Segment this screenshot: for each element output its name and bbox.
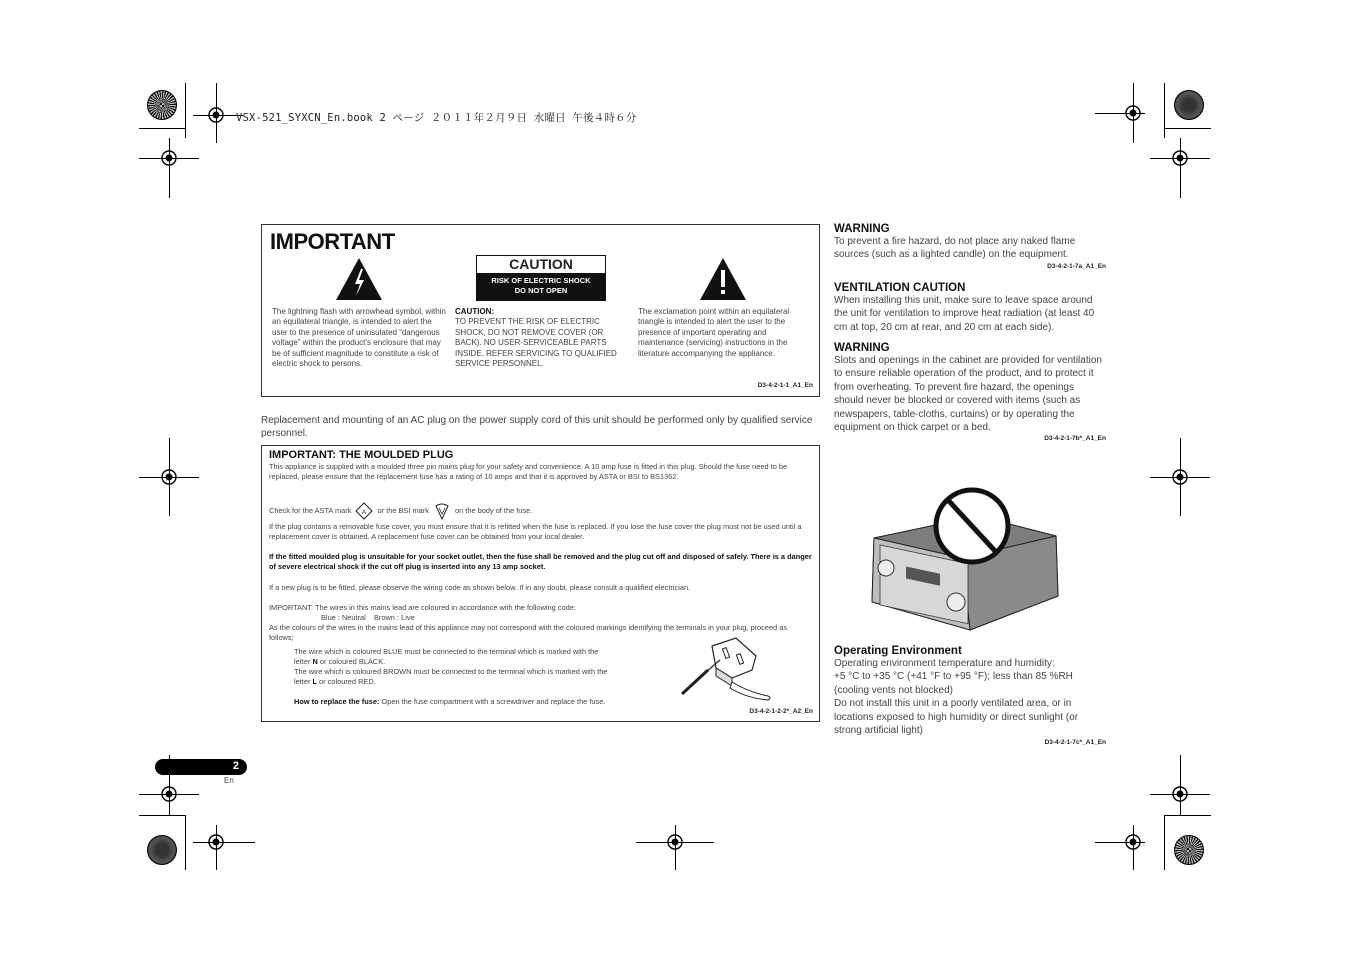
asta-mark-icon <box>355 502 373 520</box>
registration-mark-icon <box>1121 830 1145 854</box>
color-target-icon <box>1174 835 1204 865</box>
warning-heading: WARNING <box>834 223 890 235</box>
important-box <box>261 224 820 397</box>
fuse-replace-instruction: How to replace the fuse: Open the fuse compartment with a screwdriver and replace the fuse. <box>294 697 606 706</box>
covered-receiver-illustration <box>866 478 1062 636</box>
doc-code: D3-4-2-1-1_A1_En <box>757 382 813 389</box>
registration-mark-icon <box>204 103 228 127</box>
doc-code: D3-4-2-1-7c*_A1_En <box>1044 739 1106 747</box>
bsi-kitemark-icon <box>434 502 450 520</box>
exclamation-description: The exclamation point within an equilateral triangle is intended to alert the user to the presence of important operating and maintenance (servicing) instructions in the literature accompanying the appliance. <box>638 307 790 358</box>
caution-description: CAUTION: TO PREVENT THE RISK OF ELECTRIC SHOCK, DO NOT REMOVE COVER (OR BACK). NO USER-SERVICEABLE PARTS INSIDE. REFER SERVICING TO QUALIFIED SERVICE PERSONNEL. <box>455 307 617 369</box>
print-header: VSX-521_SYXCN_En.book 2 ページ ２０１１年２月９日 水曜日 午後４時６分 <box>236 112 637 124</box>
registration-mark-icon <box>1121 101 1145 125</box>
caution-heading: CAUTION <box>477 256 605 274</box>
registration-mark-icon <box>663 830 687 854</box>
right-column <box>834 223 1106 442</box>
registration-mark-icon <box>157 146 181 170</box>
lightning-warning-icon <box>335 257 383 301</box>
page-number-badge <box>155 759 247 775</box>
plug-warning-paragraph: If the fitted moulded plug is unsuitable for your socket outlet, then the fuse shall be removed and the plug cut off and disposed of safely. There is a danger of severe electrical shock if the cut off plug is inserted into any 13 amp socket. <box>269 552 812 571</box>
svg-text:A: A <box>362 510 367 516</box>
color-target-icon <box>1174 90 1204 120</box>
plug-paragraph: IMPORTANT: The wires in this mains lead are coloured in accordance with the following code: <box>269 603 576 612</box>
plug-title: IMPORTANT: THE MOULDED PLUG <box>269 449 454 461</box>
environment-heading: Operating Environment <box>834 645 962 657</box>
color-target-icon <box>147 90 177 120</box>
plug-screwdriver-illustration <box>676 634 776 704</box>
registration-mark-icon <box>1168 782 1192 806</box>
plug-marks-line: Check for the ASTA mark A or the BSI mark on the body of the fuse. <box>269 502 814 520</box>
registration-mark-icon <box>1168 465 1192 489</box>
plug-paragraph: This appliance is supplied with a moulded three pin mains plug for your safety and convenience. A 10 amp fuse is fitted in this plug. Should the fuse need to be replaced, please ensure that the replacement fuse has a rating of 10 amps and that it is approved by ASTA or BSI to BS1362. <box>269 462 788 481</box>
color-target-icon <box>147 835 177 865</box>
registration-mark-icon <box>204 830 228 854</box>
caution-subtext: RISK OF ELECTRIC SHOCK DO NOT OPEN <box>477 274 605 300</box>
plug-paragraph: If the plug contains a removable fuse cover, you must ensure that it is refitted when the fuse is replaced. If you lose the fuse cover the plug must not be used until a replacement cover is obtained. A replacement fuse cover can be obtained from your local dealer. <box>269 522 802 541</box>
plug-paragraph: As the colours of the wires in the mains lead of this appliance may not correspond with the coloured markings identifying the terminals in your plug, proceed as follows; <box>269 623 788 642</box>
plug-paragraph: If a new plug is to be fitted, please observe the wiring code as shown below. If in any doubt, please consult a qualified electrician. <box>269 583 691 592</box>
blue-wire-instruction: The wire which is coloured BLUE must be connected to the terminal which is marked with the letter N or coloured BLACK. <box>294 647 599 666</box>
warning-text: Slots and openings in the cabinet are provided for ventilation to ensure reliable operation of the product, and to protect it from overheating. To prevent fire hazard, the openings should never be blocked or covered with items (such as newspapers, table-cloths, curtains) or by operating the equipment on thick carpet or a bed. <box>834 355 1102 434</box>
registration-mark-icon <box>1168 146 1192 170</box>
ventilation-heading: VENTILATION CAUTION <box>834 281 966 294</box>
exclamation-warning-icon <box>699 257 747 301</box>
doc-code: D3-4-2-1-7b*_A1_En <box>1044 435 1106 443</box>
ventilation-text: When installing this unit, make sure to leave space around the unit for ventilation to improve heat radiation (at least 40 cm at top, 20 cm at rear, and 20 cm at each side). <box>834 294 1095 333</box>
page-number: 2 <box>232 760 239 772</box>
warning-heading: WARNING <box>834 342 890 355</box>
registration-mark-icon <box>157 465 181 489</box>
doc-code: D3-4-2-1-7a_A1_En <box>1047 262 1106 270</box>
registration-mark-icon <box>157 782 181 806</box>
moulded-plug-box <box>261 445 820 722</box>
operating-environment: Operating Environment Operating environment temperature and humidity: +5 °C to +35 °C (+41 °F to +95 °F); less than 85 %RH (cooling vents not blocked) Do not install this unit in a poorly ventilated area, or in locations exposed to high humidity or direct sunlight (or strong artificial light) D3-4-2-1-7c*_A1_En <box>834 645 1106 747</box>
brown-wire-instruction: The wire which is coloured BROWN must be connected to the terminal which is marked with the letter L or coloured RED. <box>294 667 608 686</box>
lightning-description: The lightning flash with arrowhead symbol, within an equilateral triangle, is intended to alert the user to the presence of uninsulated “dangerous voltage” within the product’s enclosure that may be of sufficient magnitude to constitute a risk of electric shock to persons. <box>272 307 446 369</box>
important-title: IMPORTANT <box>270 229 395 254</box>
page-language: En <box>224 776 234 785</box>
doc-code: D3-4-2-1-2-2*_A2_En <box>749 708 813 715</box>
replacement-notice: Replacement and mounting of an AC plug on the power supply cord of this unit should be performed only by qualified service personnel. <box>261 415 813 440</box>
warning-text: To prevent a fire hazard, do not place any naked flame sources (such as a lighted candle) on the equipment. <box>834 236 1076 261</box>
caution-label <box>476 255 606 301</box>
wire-code: Blue : Neutral Brown : Live <box>321 613 415 622</box>
